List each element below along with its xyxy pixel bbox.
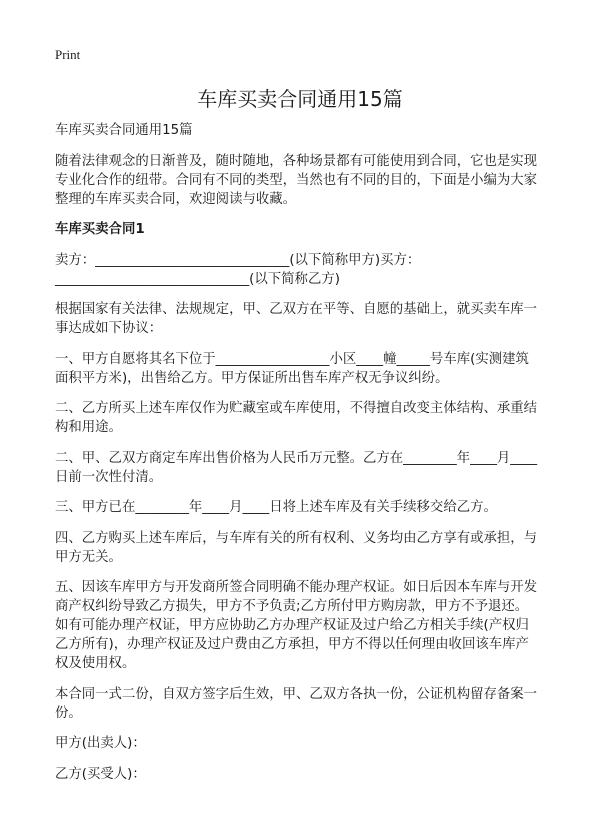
text-line: 整理的车库买卖合同，欢迎阅读与收藏。 — [55, 191, 297, 207]
text-line: 商产权纠纷导致乙方损失，甲方不予负责;乙方所付甲方购房款，甲方不予退还。 — [55, 599, 529, 614]
text-line: 日前一次性付清。 — [55, 469, 163, 485]
text-line: 份。 — [55, 705, 82, 721]
text-line: 甲方(出卖人)： — [55, 736, 146, 751]
paragraph — [55, 765, 555, 784]
paragraph — [55, 498, 555, 517]
paragraph — [55, 734, 555, 753]
text-line: 二、甲、乙双方商定车库出售价格为人民币万元整。乙方在________年____月____ — [55, 450, 538, 466]
text-line: 二、乙方所买上述车库仅作为贮藏室或车库使用，不得擅自改变主体结构、承重结 — [55, 401, 538, 416]
paragraph — [55, 121, 555, 140]
paragraph — [55, 152, 555, 209]
print-link[interactable]: Print — [55, 47, 81, 62]
text-line: 本合同一式二份，自双方签字后生效，甲、乙双方各执一份，公证机构留存备案一 — [55, 686, 538, 702]
text-line: 乙方所有)，办理产权证及过户费由乙方承担，甲方不得以任何理由收回该车库产 — [55, 637, 529, 652]
text-line: 五、因该车库甲方与开发商所签合同明确不能办理产权证。如日后因本车库与开发 — [55, 580, 538, 595]
paragraph — [55, 529, 555, 567]
document-body — [55, 121, 555, 784]
text-line: 专业化合作的纽带。合同有不同的类型，当然也有不同的目的，下面是小编为大家 — [55, 172, 538, 188]
document-title: 车库买卖合同通用15篇 — [197, 87, 403, 111]
paragraph — [55, 578, 555, 673]
text-line: 四、乙方购买上述车库后，与车库有关的所有权利、义务均由乙方享有或承担，与 — [55, 530, 538, 546]
text-line: 卖方：_____________________________(以下简称甲方)买方： — [55, 252, 421, 268]
text-line: 根据国家有关法律、法规规定，甲、乙双方在平等、自愿的基础上，就买卖车库一 — [55, 302, 538, 317]
text-line: 甲方无关。 — [55, 549, 122, 565]
text-line: 事达成如下协议： — [55, 321, 163, 336]
paragraph — [55, 449, 555, 487]
paragraph — [55, 399, 555, 437]
text-line: 车库买卖合同1 — [55, 222, 145, 237]
text-line: 三、甲方已在________年____月____日将上述车库及有关手续移交给乙方。 — [55, 500, 497, 515]
text-line: _____________________________(以下简称乙方) — [55, 271, 340, 287]
text-line: 随着法律观念的日渐普及，随时随地，各种场景都有可能使用到合同，它也是实现 — [55, 153, 538, 169]
text-line: 构和用途。 — [55, 420, 122, 435]
section-heading — [55, 220, 555, 239]
document-page — [55, 45, 555, 784]
paragraph — [55, 300, 555, 338]
paragraph — [55, 251, 555, 289]
text-line: 车库买卖合同通用15篇 — [55, 123, 193, 138]
text-line: 乙方(买受人)： — [55, 766, 146, 782]
text-line: 一、甲方自愿将其名下位于_________________小区____幢_____号车库(实测建筑 — [55, 351, 529, 367]
paragraph — [55, 350, 555, 388]
text-line: 面积平方米)，出售给乙方。甲方保证所出售车库产权无争议纠纷。 — [55, 370, 449, 386]
text-line: 权及使用权。 — [55, 656, 136, 671]
paragraph — [55, 685, 555, 723]
text-line: 如有可能办理产权证，甲方应协助乙方办理产权证及过户给乙方相关手续(产权归 — [55, 618, 529, 633]
